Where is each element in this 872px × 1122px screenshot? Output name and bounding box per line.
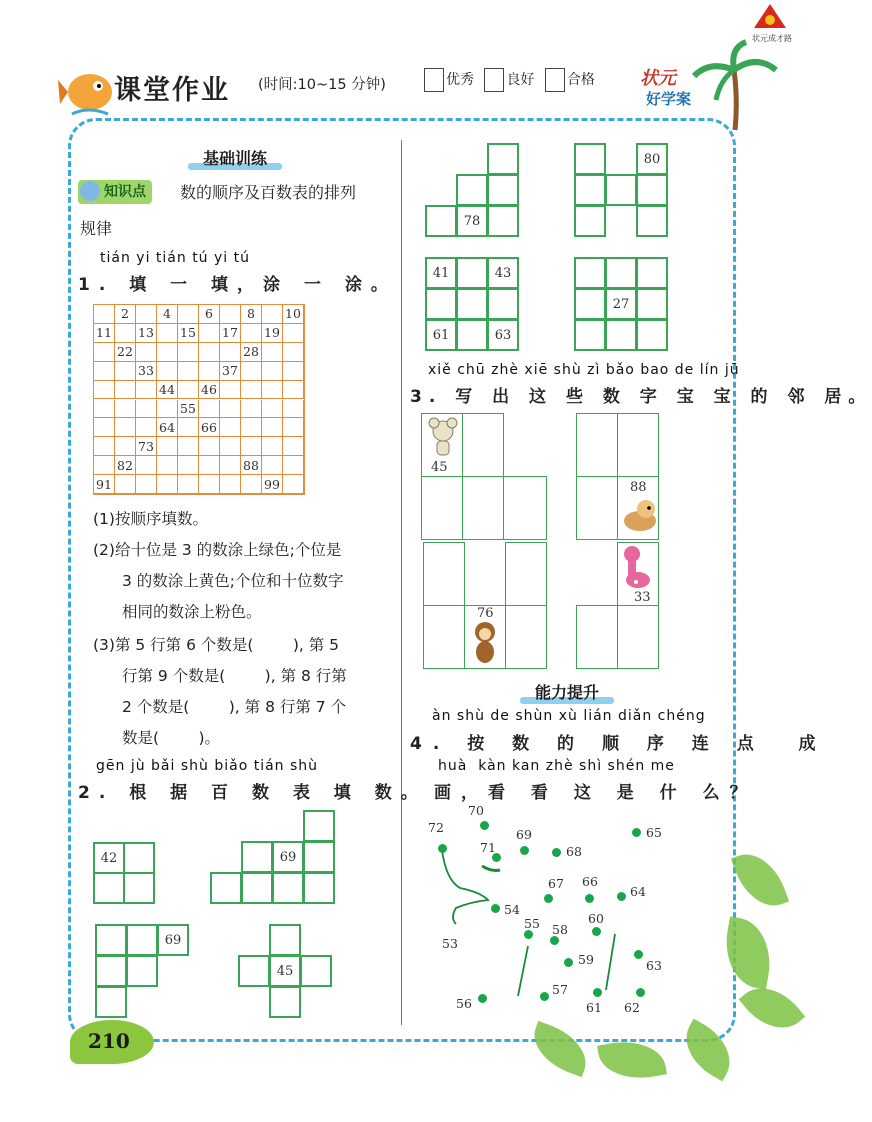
grid-cell[interactable] xyxy=(303,810,335,842)
grid-cell[interactable] xyxy=(425,319,457,351)
q3-title: 3. 写 出 这 些 数 字 宝 宝 的 邻 居。 xyxy=(410,387,872,407)
hundred-chart-cell[interactable]: 8 xyxy=(241,305,262,324)
rating-boxes xyxy=(418,68,595,92)
hundred-chart-cell[interactable] xyxy=(157,475,178,494)
cell-number: 61 xyxy=(432,327,450,343)
grid-cell[interactable] xyxy=(636,143,668,175)
grid-cell[interactable] xyxy=(123,842,155,874)
q2-title: 2. 根 据 百 数 表 填 数。 xyxy=(78,783,427,803)
grid-cell[interactable] xyxy=(303,841,335,873)
hundred-chart-cell[interactable] xyxy=(241,400,262,419)
q1-sub3-line2: 行第 9 个数是( ), 第 8 行第 xyxy=(122,667,347,685)
hundred-chart-cell[interactable]: 55 xyxy=(178,400,199,419)
hundred-chart-cell[interactable] xyxy=(220,437,241,456)
dot-label: 67 xyxy=(548,876,564,891)
hundred-chart-cell[interactable]: 33 xyxy=(136,362,157,381)
hundred-chart-cell[interactable] xyxy=(241,418,262,437)
hundred-chart-cell[interactable] xyxy=(157,343,178,362)
blank-cell[interactable] xyxy=(503,476,547,540)
cell-number: 80 xyxy=(643,151,661,167)
hundred-chart-cell[interactable] xyxy=(199,343,220,362)
dot-63[interactable] xyxy=(634,950,643,959)
page-number: 210 xyxy=(88,1029,130,1053)
cell-number: 27 xyxy=(612,296,630,312)
hundred-chart-cell[interactable]: 46 xyxy=(199,381,220,400)
q1-sub2-line3: 相同的数涂上粉色。 xyxy=(122,603,262,621)
grid-cell[interactable] xyxy=(272,872,304,904)
hundred-chart-cell[interactable] xyxy=(157,456,178,475)
hundred-chart-cell[interactable] xyxy=(220,343,241,362)
dot-59[interactable] xyxy=(564,958,573,967)
leaf-decoration xyxy=(597,1035,667,1086)
cell-number: 63 xyxy=(494,327,512,343)
column-divider xyxy=(401,140,402,1025)
hundred-chart-cell[interactable] xyxy=(136,343,157,362)
hundred-chart-cell[interactable] xyxy=(94,381,115,400)
hundred-chart-cell[interactable] xyxy=(199,362,220,381)
grid-cell[interactable] xyxy=(269,955,301,987)
hundred-chart-cell[interactable] xyxy=(115,475,136,494)
section-title-advanced: 能力提升 xyxy=(520,680,614,704)
grid-cell[interactable] xyxy=(636,319,668,351)
dot-label: 71 xyxy=(480,840,496,855)
char-number: 76 xyxy=(477,606,494,621)
grid-cell[interactable] xyxy=(456,205,488,237)
grid-cell[interactable] xyxy=(300,955,332,987)
hundred-chart-cell[interactable] xyxy=(94,418,115,437)
hundred-chart-cell[interactable] xyxy=(199,456,220,475)
grid-cell[interactable] xyxy=(123,872,155,904)
hundred-chart-cell[interactable] xyxy=(262,456,283,475)
dot-label: 68 xyxy=(566,844,582,859)
grid-cell[interactable] xyxy=(456,257,488,289)
grid-cell[interactable] xyxy=(605,257,637,289)
hundred-chart-cell[interactable] xyxy=(262,400,283,419)
hundred-chart-cell[interactable] xyxy=(241,362,262,381)
dot-54[interactable] xyxy=(491,904,500,913)
blank-cell[interactable] xyxy=(576,413,618,477)
hundred-chart-cell[interactable] xyxy=(199,475,220,494)
q1-title: 1. 填 一 填，涂 一 涂。 xyxy=(78,275,397,295)
publisher-logo-icon xyxy=(752,4,788,32)
hundred-chart-cell[interactable]: 88 xyxy=(241,456,262,475)
hundred-chart-cell[interactable] xyxy=(262,437,283,456)
dot-label: 70 xyxy=(468,803,484,818)
grid-cell[interactable] xyxy=(157,924,189,956)
time-info: (时间:10~15 分钟) xyxy=(258,77,386,93)
grid-cell[interactable] xyxy=(574,143,606,175)
grid-cell[interactable] xyxy=(241,841,273,873)
grid-cell[interactable] xyxy=(456,174,488,206)
hundred-chart-cell[interactable] xyxy=(136,381,157,400)
grid-cell[interactable] xyxy=(95,986,127,1018)
blank-cell[interactable] xyxy=(505,542,547,606)
hundred-chart-cell[interactable] xyxy=(262,362,283,381)
dot-label: 64 xyxy=(630,884,646,899)
q4-title1: 4. 按 数 的 顺 序 连 点 成 xyxy=(410,734,827,754)
hundred-chart-cell[interactable] xyxy=(178,362,199,381)
q2-pinyin: gēn jù bǎi shù biǎo tián shù xyxy=(96,758,319,774)
blank-cell[interactable] xyxy=(462,413,504,477)
dot-57[interactable] xyxy=(540,992,549,1001)
hundred-chart-cell[interactable] xyxy=(94,362,115,381)
hundred-chart-cell[interactable] xyxy=(157,437,178,456)
cell-number: 42 xyxy=(100,850,118,866)
hundred-chart-cell[interactable] xyxy=(220,381,241,400)
dot-label: 66 xyxy=(582,874,598,889)
hundred-chart-cell[interactable] xyxy=(115,381,136,400)
hundred-chart-cell[interactable] xyxy=(241,437,262,456)
char-number: 88 xyxy=(630,480,647,495)
knowledge-badge-label: 知识点 xyxy=(104,184,146,200)
grid-cell[interactable] xyxy=(95,924,127,956)
knowledge-text-cont: 规律 xyxy=(80,219,113,238)
hundred-chart-cell[interactable] xyxy=(241,324,262,343)
grid-cell[interactable] xyxy=(425,205,457,237)
dot-puzzle xyxy=(410,800,680,1020)
hundred-chart-cell[interactable] xyxy=(178,381,199,400)
cell-number: 41 xyxy=(432,265,450,281)
grid-cell[interactable] xyxy=(272,841,304,873)
hundred-chart-cell[interactable] xyxy=(220,456,241,475)
dot-label: 58 xyxy=(552,922,568,937)
hundred-chart-cell[interactable] xyxy=(178,437,199,456)
hundred-chart-cell[interactable]: 28 xyxy=(241,343,262,362)
hundred-chart-cell[interactable] xyxy=(283,475,304,494)
dog-character-icon xyxy=(620,495,662,535)
char-number: 45 xyxy=(431,460,448,475)
hundred-chart-cell[interactable]: 73 xyxy=(136,437,157,456)
dot-66[interactable] xyxy=(585,894,594,903)
hundred-chart-cell[interactable]: 6 xyxy=(199,305,220,324)
grid-cell[interactable] xyxy=(456,288,488,320)
grid-cell[interactable] xyxy=(456,319,488,351)
hundred-chart-cell[interactable] xyxy=(178,343,199,362)
knowledge-badge xyxy=(78,180,152,204)
hundred-chart-cell[interactable] xyxy=(136,400,157,419)
grid-cell[interactable] xyxy=(636,257,668,289)
grid-cell[interactable] xyxy=(126,955,158,987)
mouse-icon xyxy=(80,181,100,201)
grid-cell[interactable] xyxy=(269,924,301,956)
dot-69[interactable] xyxy=(520,846,529,855)
hundred-chart-cell[interactable] xyxy=(262,381,283,400)
hundred-chart-cell[interactable] xyxy=(157,362,178,381)
knowledge-text: 数的顺序及百数表的排列 xyxy=(180,183,357,202)
grid-cell[interactable] xyxy=(487,319,519,351)
hundred-chart-cell[interactable] xyxy=(283,343,304,362)
rating-label-excellent: 优秀 xyxy=(446,72,474,88)
hundred-chart-cell[interactable] xyxy=(136,456,157,475)
grid-cell[interactable] xyxy=(303,872,335,904)
grid-cell[interactable] xyxy=(126,924,158,956)
hundred-chart xyxy=(93,304,305,495)
hundred-chart-cell[interactable] xyxy=(220,400,241,419)
grid-cell[interactable] xyxy=(95,955,127,987)
grid-cell[interactable] xyxy=(636,205,668,237)
hundred-chart-cell[interactable] xyxy=(220,418,241,437)
hundred-chart-cell[interactable] xyxy=(241,381,262,400)
dot-68[interactable] xyxy=(552,848,561,857)
hundred-chart-cell[interactable] xyxy=(115,400,136,419)
grid-cell[interactable] xyxy=(210,872,242,904)
hundred-chart-cell[interactable] xyxy=(136,475,157,494)
hundred-chart-cell[interactable] xyxy=(283,400,304,419)
dot-64[interactable] xyxy=(617,892,626,901)
hundred-chart-cell[interactable]: 11 xyxy=(94,324,115,343)
rating-box-pass[interactable] xyxy=(545,68,565,92)
blank-cell[interactable] xyxy=(505,605,547,669)
q1-pinyin: tián yi tián tú yi tú xyxy=(100,250,250,266)
hundred-chart-cell[interactable] xyxy=(262,305,283,324)
hundred-chart-cell[interactable] xyxy=(94,343,115,362)
q1-sub2-line2: 3 的数涂上黄色;个位和十位数字 xyxy=(122,572,344,590)
hundred-chart-cell[interactable] xyxy=(220,305,241,324)
dot-55[interactable] xyxy=(524,930,533,939)
blank-cell[interactable] xyxy=(576,605,618,669)
dot-label: 61 xyxy=(586,1000,602,1015)
hundred-chart-cell[interactable] xyxy=(115,418,136,437)
blank-cell[interactable] xyxy=(423,542,465,606)
hundred-chart-cell[interactable]: 37 xyxy=(220,362,241,381)
q1-sub1: (1)按顺序填数。 xyxy=(93,510,208,528)
char-number: 33 xyxy=(634,590,651,605)
dot-label: 57 xyxy=(552,982,568,997)
grid-cell[interactable] xyxy=(574,257,606,289)
leaf-decoration xyxy=(731,845,789,915)
cell-number: 43 xyxy=(494,265,512,281)
hundred-chart-cell[interactable] xyxy=(94,437,115,456)
hundred-chart-cell[interactable]: 91 xyxy=(94,475,115,494)
brand-bottom: 好学案 xyxy=(646,90,692,108)
hundred-chart-cell[interactable]: 22 xyxy=(115,343,136,362)
cell-number: 69 xyxy=(279,849,297,865)
cell-number: 78 xyxy=(463,213,481,229)
grid-cell[interactable] xyxy=(636,288,668,320)
hundred-chart-cell[interactable] xyxy=(241,475,262,494)
q4-pinyin2: huà kàn kan zhè shì shén me xyxy=(438,758,675,774)
dot-label: 54 xyxy=(504,902,520,917)
rating-label-pass: 合格 xyxy=(566,72,595,88)
hundred-chart-cell[interactable]: 99 xyxy=(262,475,283,494)
hundred-chart-cell[interactable]: 10 xyxy=(283,305,304,324)
hundred-chart-cell[interactable] xyxy=(178,456,199,475)
q1-sub3-line1: (3)第 5 行第 6 个数是( ), 第 5 xyxy=(93,636,340,654)
dot-62[interactable] xyxy=(636,988,645,997)
blank-cell[interactable] xyxy=(617,605,659,669)
hundred-chart-cell[interactable]: 4 xyxy=(157,305,178,324)
blank-cell[interactable] xyxy=(617,413,659,477)
grid-cell[interactable] xyxy=(636,174,668,206)
hundred-chart-cell[interactable] xyxy=(283,362,304,381)
hundred-chart-cell[interactable] xyxy=(283,418,304,437)
hundred-chart-cell[interactable] xyxy=(283,437,304,456)
grid-cell[interactable] xyxy=(425,257,457,289)
hundred-chart-cell[interactable]: 15 xyxy=(178,324,199,343)
grid-cell[interactable] xyxy=(93,872,125,904)
grid-cell[interactable] xyxy=(487,257,519,289)
hundred-chart-cell[interactable]: 13 xyxy=(136,324,157,343)
cell-number: 69 xyxy=(164,932,182,948)
cell-number: 45 xyxy=(276,963,294,979)
dot-label: 60 xyxy=(588,911,604,926)
dot-label: 56 xyxy=(456,996,472,1011)
rating-box-good[interactable] xyxy=(484,68,504,92)
blank-cell[interactable] xyxy=(576,476,618,540)
header xyxy=(0,0,800,120)
hundred-chart-cell[interactable] xyxy=(283,381,304,400)
blank-cell[interactable] xyxy=(421,476,463,540)
hundred-chart-cell[interactable]: 66 xyxy=(199,418,220,437)
grid-cell[interactable] xyxy=(487,143,519,175)
rating-box-excellent[interactable] xyxy=(424,68,444,92)
hundred-chart-cell[interactable]: 19 xyxy=(262,324,283,343)
hundred-chart-cell[interactable]: 2 xyxy=(115,305,136,324)
hundred-chart-cell[interactable] xyxy=(199,437,220,456)
dot-58[interactable] xyxy=(550,936,559,945)
hundred-chart-cell[interactable] xyxy=(157,324,178,343)
rating-label-good: 良好 xyxy=(506,72,535,88)
hundred-chart-cell[interactable] xyxy=(178,305,199,324)
grid-cell[interactable] xyxy=(574,205,606,237)
monkey-character-icon xyxy=(468,620,502,666)
cartoon-fish-icon xyxy=(58,60,118,120)
hundred-chart-cell[interactable] xyxy=(115,437,136,456)
hundred-chart-cell[interactable] xyxy=(262,343,283,362)
grid-cell[interactable] xyxy=(574,288,606,320)
dot-61[interactable] xyxy=(593,988,602,997)
grid-cell[interactable] xyxy=(487,174,519,206)
grid-cell[interactable] xyxy=(238,955,270,987)
hundred-chart-cell[interactable] xyxy=(157,400,178,419)
mouse-character-icon xyxy=(427,417,459,457)
hundred-chart-cell[interactable] xyxy=(199,324,220,343)
hundred-chart-cell[interactable]: 82 xyxy=(115,456,136,475)
dot-56[interactable] xyxy=(478,994,487,1003)
dot-label: 63 xyxy=(646,958,662,973)
dot-label: 55 xyxy=(524,916,540,931)
grid-cell[interactable] xyxy=(574,174,606,206)
q1-sub2-line1: (2)给十位是 3 的数涂上绿色;个位是 xyxy=(93,541,342,559)
hundred-chart-cell[interactable] xyxy=(94,456,115,475)
hundred-chart-cell[interactable] xyxy=(220,475,241,494)
hundred-chart-cell[interactable] xyxy=(199,400,220,419)
dot-70[interactable] xyxy=(480,821,489,830)
giraffe-character-icon xyxy=(618,544,656,592)
dot-label: 69 xyxy=(516,827,532,842)
hundred-chart-cell[interactable] xyxy=(136,305,157,324)
section-title-basic: 基础训练 xyxy=(188,146,282,170)
dot-72[interactable] xyxy=(438,844,447,853)
grid-cell[interactable] xyxy=(269,986,301,1018)
dot-label: 65 xyxy=(646,825,662,840)
publisher-logo-text: 状元成才路 xyxy=(752,34,792,43)
hundred-chart-cell[interactable]: 17 xyxy=(220,324,241,343)
grid-cell[interactable] xyxy=(605,319,637,351)
q4-title2: 画，看 看 这 是 什 么？ xyxy=(434,783,757,803)
dot-65[interactable] xyxy=(632,828,641,837)
hundred-chart-cell[interactable] xyxy=(115,324,136,343)
hundred-chart-cell[interactable]: 44 xyxy=(157,381,178,400)
hundred-chart-cell[interactable] xyxy=(94,305,115,324)
q1-sub3-line3: 2 个数是( ), 第 8 行第 7 个 xyxy=(122,698,347,716)
grid-cell[interactable] xyxy=(487,205,519,237)
page-number-badge xyxy=(70,1020,154,1064)
q4-pinyin1: àn shù de shùn xù lián diǎn chéng xyxy=(432,708,706,724)
dot-67[interactable] xyxy=(544,894,553,903)
brand-top: 状元 xyxy=(640,68,676,89)
grid-cell[interactable] xyxy=(605,288,637,320)
dot-label: 72 xyxy=(428,820,444,835)
dot-label: 53 xyxy=(442,936,458,951)
grid-cell[interactable] xyxy=(487,288,519,320)
header-title: 课堂作业 xyxy=(114,75,230,106)
hundred-chart-cell[interactable] xyxy=(283,324,304,343)
hundred-chart-cell[interactable] xyxy=(94,400,115,419)
hundred-chart-cell[interactable] xyxy=(178,418,199,437)
grid-cell[interactable] xyxy=(574,319,606,351)
q3-pinyin: xiě chū zhè xiē shù zì bǎo bao de lín jū xyxy=(428,362,740,378)
grid-cell[interactable] xyxy=(425,288,457,320)
hundred-chart-cell[interactable] xyxy=(136,418,157,437)
palm-tree-icon xyxy=(690,40,780,130)
hundred-chart-cell[interactable] xyxy=(115,362,136,381)
dot-label: 62 xyxy=(624,1000,640,1015)
grid-cell[interactable] xyxy=(605,174,637,206)
dot-60[interactable] xyxy=(592,927,601,936)
hundred-chart-cell[interactable] xyxy=(262,418,283,437)
hundred-chart-cell[interactable]: 64 xyxy=(157,418,178,437)
hundred-chart-cell[interactable] xyxy=(283,456,304,475)
dot-label: 59 xyxy=(578,952,594,967)
hundred-chart-cell[interactable] xyxy=(178,475,199,494)
blank-cell[interactable] xyxy=(462,476,504,540)
grid-cell[interactable] xyxy=(93,842,125,874)
blank-cell[interactable] xyxy=(423,605,465,669)
grid-cell[interactable] xyxy=(241,872,273,904)
q1-sub3-line4: 数是( )。 xyxy=(122,729,221,747)
